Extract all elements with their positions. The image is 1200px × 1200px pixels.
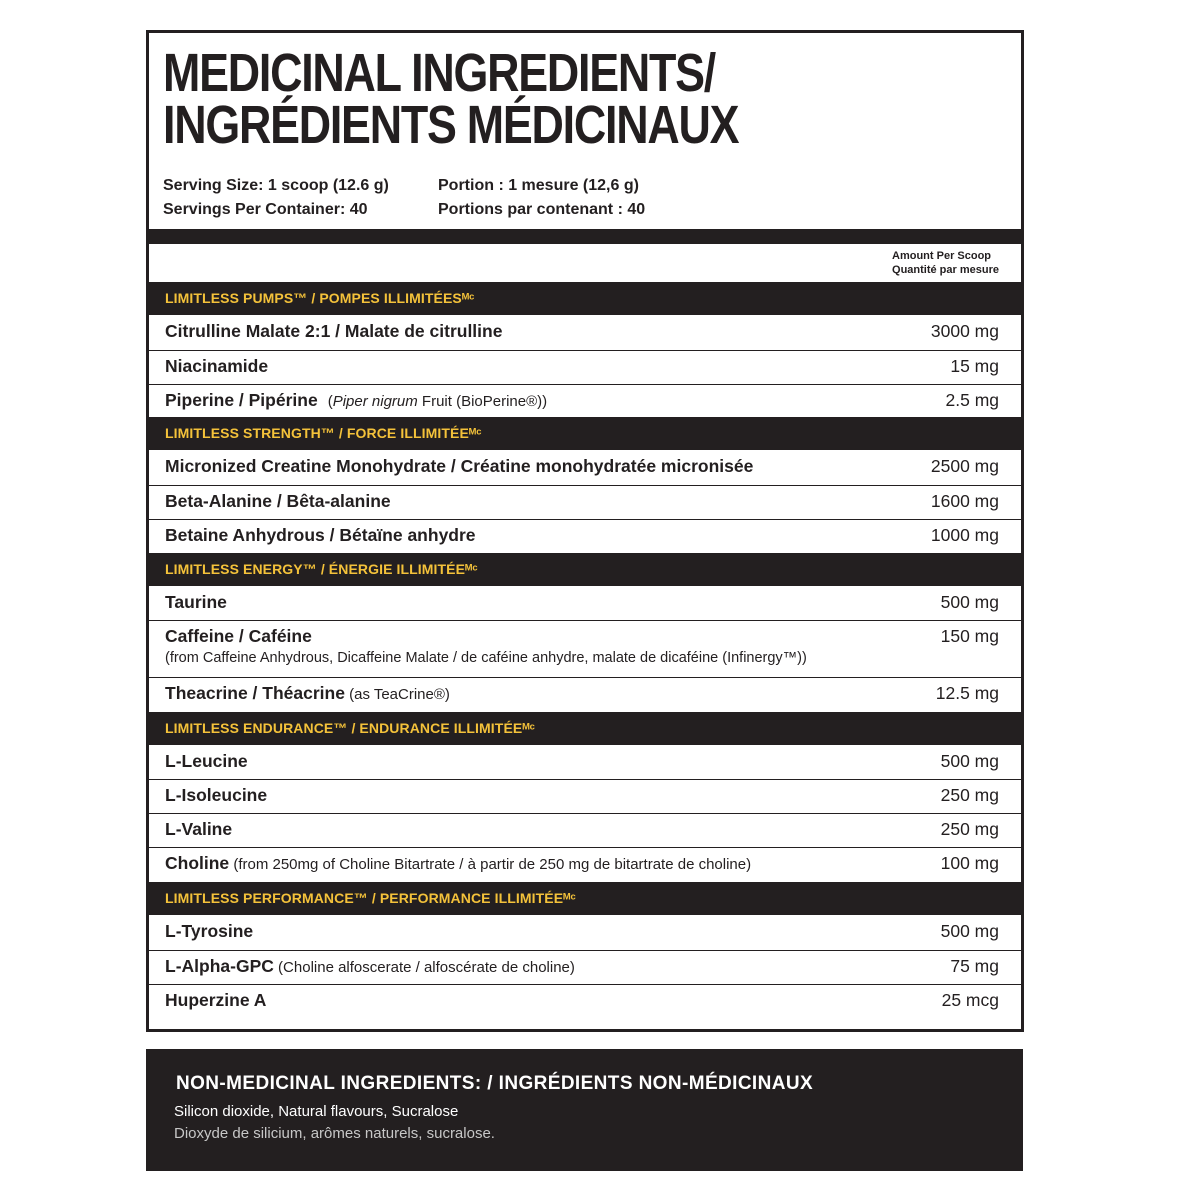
non-medicinal-panel — [146, 1049, 1023, 1171]
ingredient-name-text: L-Alpha-GPC — [165, 956, 274, 976]
section-header — [149, 282, 1021, 315]
table-row — [149, 950, 1021, 985]
ingredient-note-open: ( — [327, 393, 333, 410]
section-header — [149, 882, 1021, 915]
ingredient-amount: 1600 mg — [930, 491, 999, 511]
section-title: LIMITLESS ENERGY™ / ÉNERGIE ILLIMITÉEᴹᶜ — [165, 561, 478, 577]
table-row — [149, 450, 1021, 486]
section-header — [149, 712, 1021, 745]
ingredient-note — [318, 393, 547, 410]
ingredient-note-latin: Piper nigrum — [332, 393, 418, 410]
table-row — [149, 745, 1021, 780]
section-header — [149, 417, 1021, 450]
ingredient-amount: 500 mg — [940, 592, 999, 612]
ingredient-note — [229, 856, 751, 873]
ingredient-name-text: L-Isoleucine — [165, 785, 268, 805]
ingredient-name — [165, 321, 502, 342]
table-row — [149, 315, 1021, 351]
table-row — [149, 485, 1021, 520]
ingredient-name-text: Choline — [165, 853, 230, 873]
ingredient-name-text: Citrulline Malate 2:1 / Malate de citrulline — [165, 321, 503, 341]
ingredient-name — [165, 990, 266, 1011]
ingredient-name — [165, 853, 751, 874]
section-title: LIMITLESS ENDURANCE™ / ENDURANCE ILLIMITÉEᴹᶜ — [165, 720, 536, 736]
ingredient-name — [165, 626, 312, 647]
ingredient-name-text: Piperine / Pipérine — [165, 390, 318, 410]
table-row — [149, 779, 1021, 814]
ingredient-name-text: Taurine — [165, 592, 227, 612]
ingredient-name-text: L-Tyrosine — [165, 921, 254, 941]
ingredient-amount: 100 mg — [940, 853, 999, 873]
page-title — [163, 43, 739, 155]
ingredient-source: (from Caffeine Anhydrous, Dicaffeine Malate / de caféine anhydre, malate de dicaféine (Infinergy™)) — [165, 650, 807, 666]
ingredient-name-text: Caffeine / Caféine — [165, 626, 312, 646]
servings-per-container: Servings Per Container: 40 — [163, 201, 368, 218]
ingredient-amount: 2.5 mg — [945, 390, 999, 410]
table-row — [149, 915, 1021, 951]
non-medicinal-list-french: Dioxyde de silicium, arômes naturels, sucralose. — [174, 1125, 495, 1142]
ingredient-amount: 15 mg — [950, 356, 999, 376]
ingredient-amount: 250 mg — [940, 819, 999, 839]
ingredient-amount: 75 mg — [950, 956, 999, 976]
ingredient-name-text: L-Leucine — [165, 751, 248, 771]
section-header — [149, 553, 1021, 586]
table-row — [149, 350, 1021, 385]
ingredient-amount: 150 mg — [940, 626, 999, 646]
ingredient-name — [165, 785, 267, 806]
table-row — [149, 813, 1021, 848]
title-line-french: INGRÉDIENTS MÉDICINAUX — [163, 95, 739, 155]
non-medicinal-title: NON-MEDICINAL INGREDIENTS: / INGRÉDIENTS NON-MÉDICINAUX — [176, 1073, 814, 1094]
ingredient-name-text: Micronized Creatine Monohydrate / Créatine monohydratée micronisée — [165, 456, 754, 476]
ingredient-name — [165, 751, 248, 772]
header-divider — [149, 229, 1021, 244]
ingredient-name — [165, 819, 232, 840]
ingredient-name — [165, 525, 476, 546]
table-row — [149, 677, 1021, 712]
ingredient-note-text: (from 250mg of Choline Bitartrate / à partir de 250 mg de bitartrate de choline) — [229, 856, 752, 873]
section-title: LIMITLESS PERFORMANCE™ / PERFORMANCE ILLIMITÉEᴹᶜ — [165, 890, 576, 906]
section-title: LIMITLESS STRENGTH™ / FORCE ILLIMITÉEᴹᶜ — [165, 425, 482, 441]
ingredient-name-text: Betaine Anhydrous / Bétaïne anhydre — [165, 525, 476, 545]
ingredient-amount: 12.5 mg — [935, 683, 999, 703]
ingredient-name-text: Niacinamide — [165, 356, 269, 376]
ingredient-note — [274, 959, 575, 976]
serving-size: Serving Size: 1 scoop (12.6 g) — [163, 177, 389, 194]
ingredient-note — [345, 686, 450, 703]
portions-par-contenant: Portions par contenant : 40 — [438, 201, 646, 218]
ingredient-amount: 25 mcg — [941, 990, 999, 1010]
ingredient-name-text: L-Valine — [165, 819, 233, 839]
amount-header-english: Amount Per Scoop — [892, 250, 992, 262]
ingredient-note-text: (as TeaCrine®) — [344, 686, 450, 703]
ingredient-name-text: Huperzine A — [165, 990, 267, 1010]
ingredient-amount: 3000 mg — [930, 321, 999, 341]
table-row — [149, 519, 1021, 553]
ingredient-note-text: Fruit (BioPerine®)) — [417, 393, 548, 410]
amount-header-french: Quantité par mesure — [892, 264, 999, 276]
title-line-english: MEDICINAL INGREDIENTS/ — [163, 43, 715, 103]
ingredient-amount: 250 mg — [940, 785, 999, 805]
ingredient-name — [165, 456, 753, 477]
table-row — [149, 586, 1021, 621]
ingredient-name — [165, 921, 253, 942]
section-title: LIMITLESS PUMPS™ / POMPES ILLIMITÉESᴹᶜ — [165, 290, 475, 306]
ingredient-amount: 500 mg — [940, 751, 999, 771]
ingredient-amount: 2500 mg — [930, 456, 999, 476]
ingredient-note-text: (Choline alfoscerate / alfoscérate de choline) — [273, 959, 575, 976]
portion-size: Portion : 1 mesure (12,6 g) — [438, 177, 639, 194]
ingredient-amount: 500 mg — [940, 921, 999, 941]
ingredient-name — [165, 592, 227, 613]
label-header — [149, 33, 1021, 229]
ingredient-name-text: Beta-Alanine / Bêta-alanine — [165, 491, 391, 511]
ingredient-name — [165, 956, 575, 977]
table-row — [149, 620, 1021, 678]
ingredient-name — [165, 491, 391, 512]
medicinal-ingredients-panel — [146, 30, 1024, 1032]
ingredient-name — [165, 683, 450, 704]
ingredient-amount: 1000 mg — [930, 525, 999, 545]
table-row — [149, 384, 1021, 417]
non-medicinal-list-english: Silicon dioxide, Natural flavours, Sucralose — [174, 1103, 459, 1120]
ingredient-name — [165, 356, 268, 377]
ingredient-name-text: Theacrine / Théacrine — [165, 683, 345, 703]
amount-column-header — [892, 249, 999, 277]
ingredient-name — [165, 390, 547, 411]
table-row — [149, 847, 1021, 882]
table-row — [149, 984, 1021, 1026]
